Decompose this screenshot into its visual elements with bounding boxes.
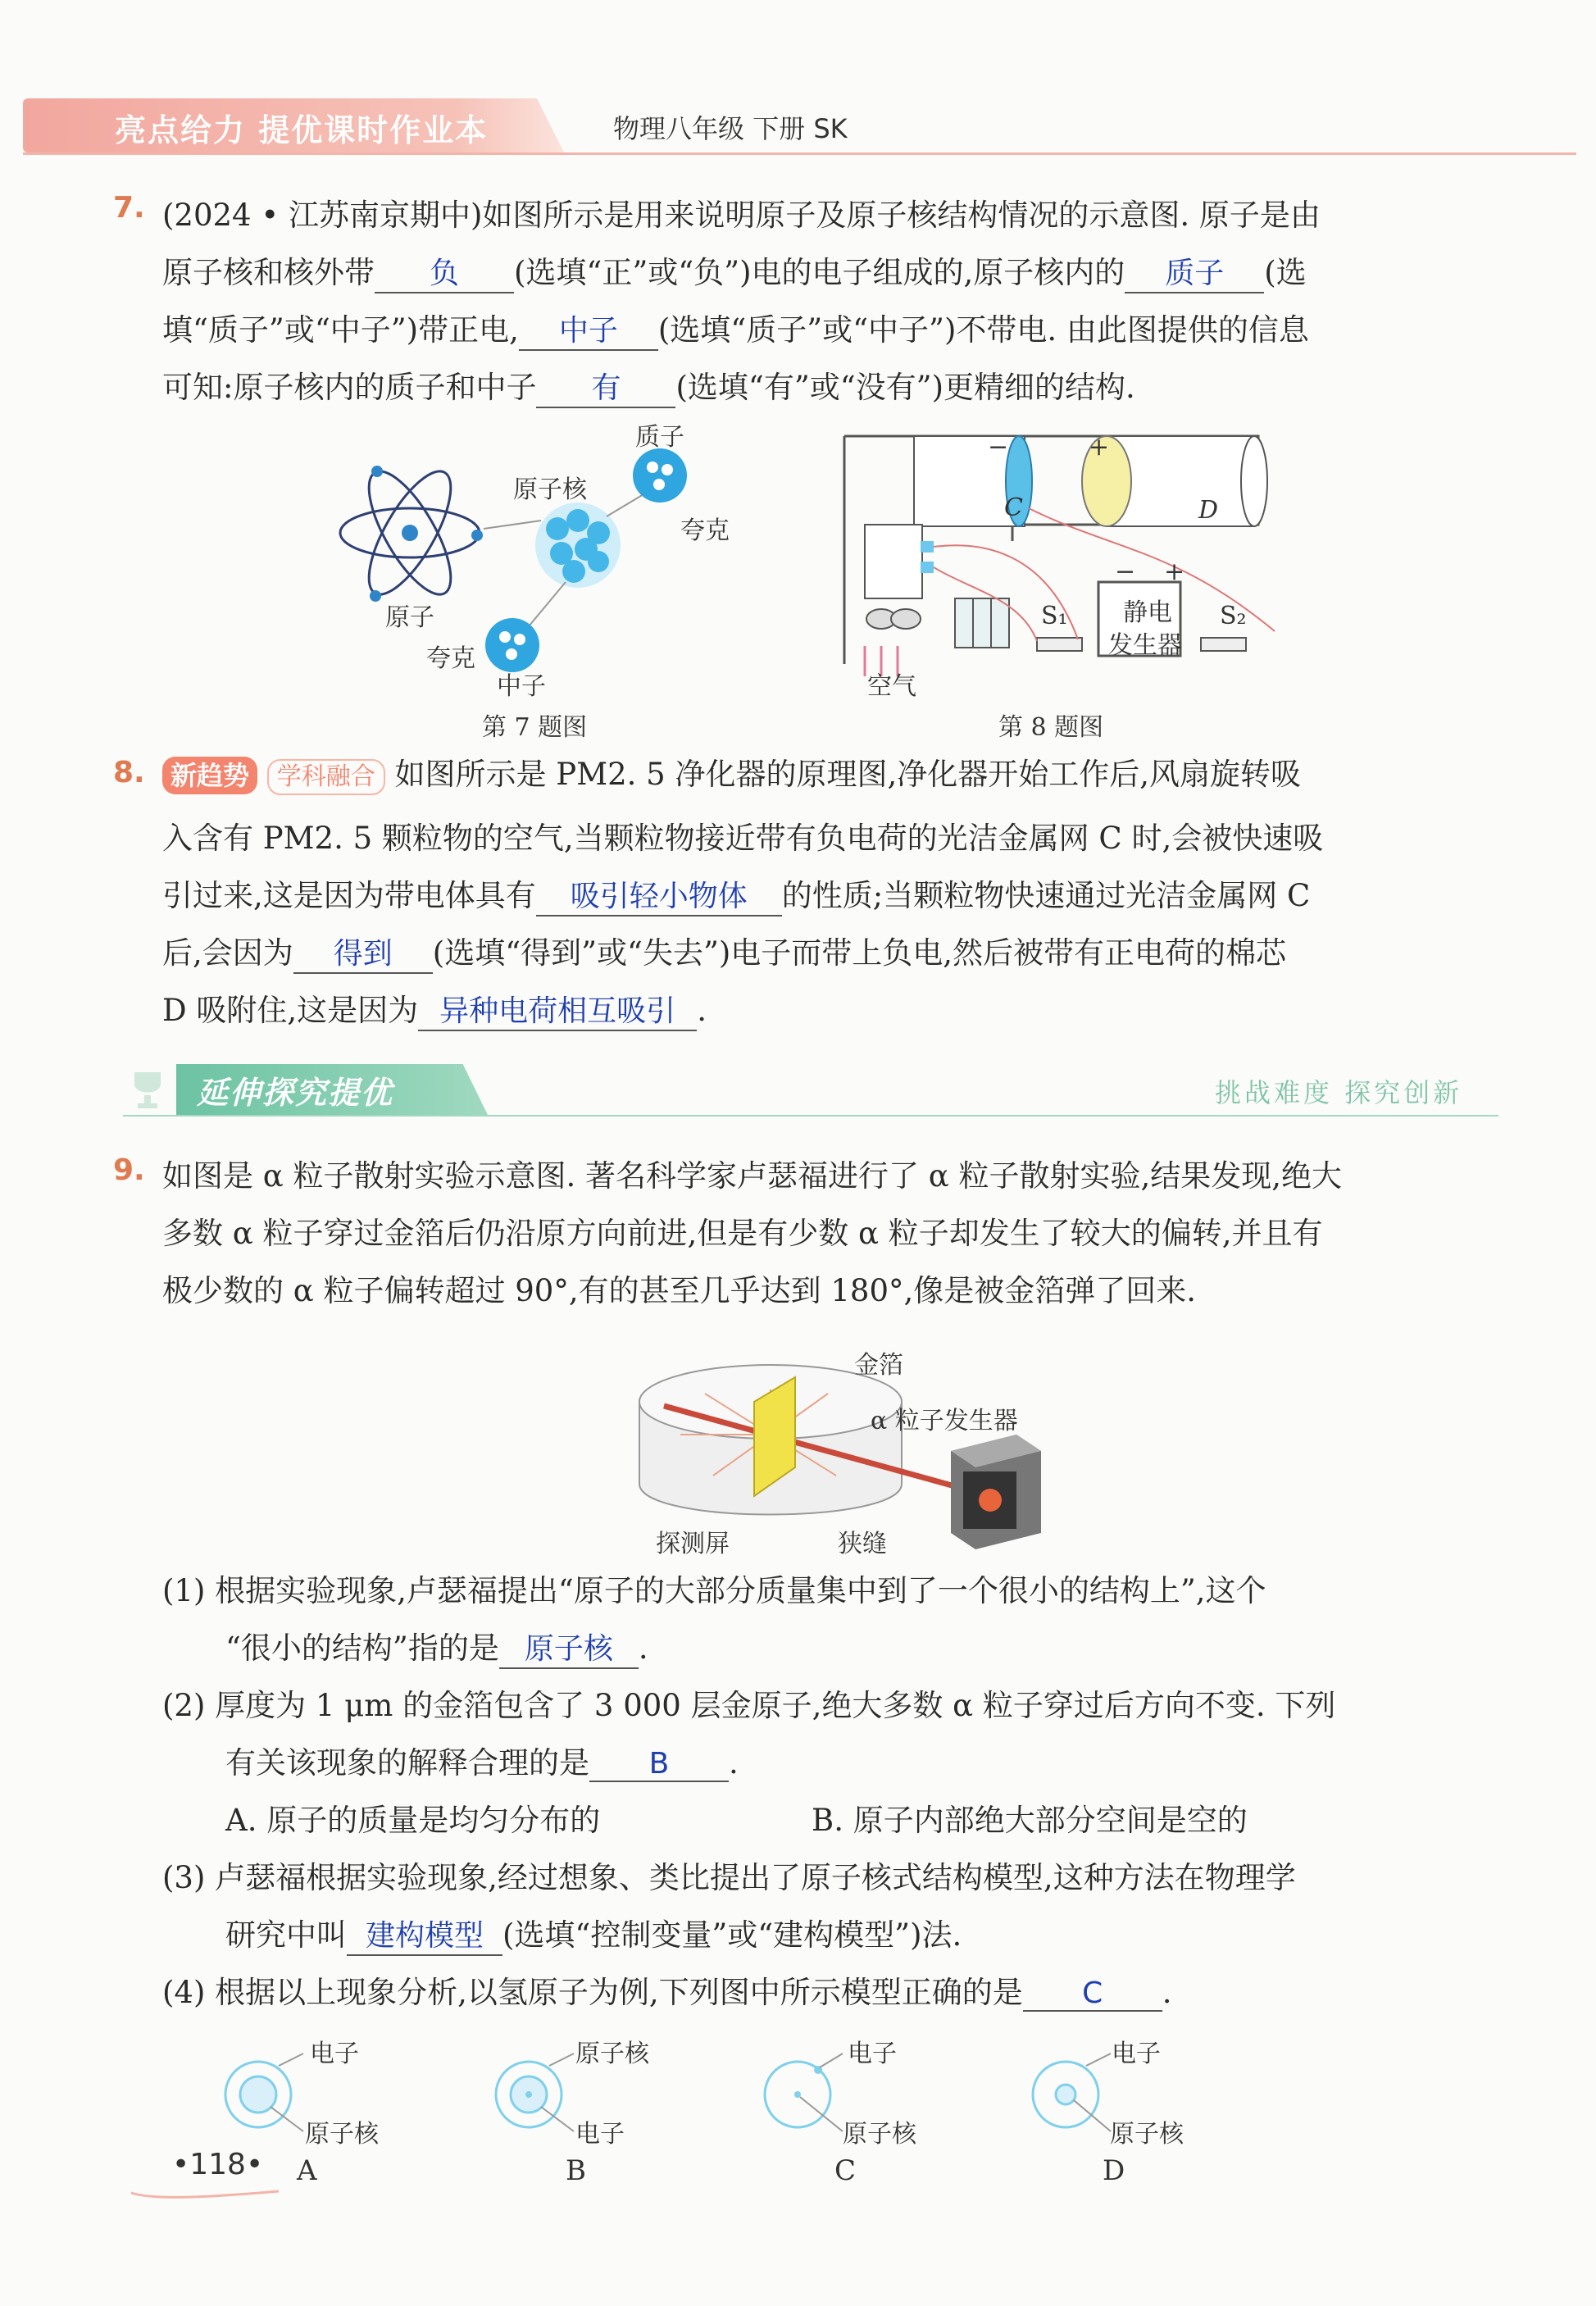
q9-part-2-line-1: (2) 厚度为 1 μm 的金箔包含了 3 000 层金原子,绝大多数 α 粒子穿过后方向不变. 下列	[162, 1688, 1336, 1723]
figure-7-atom-structure	[328, 414, 787, 725]
label-atom: 原子	[385, 603, 434, 632]
page-number: •118•	[172, 2148, 264, 2181]
tag-new-trend: 新趋势	[162, 757, 257, 794]
q9-part-2-line-2: 有关该现象的解释合理的是 B .	[225, 1745, 739, 1781]
question-9-number: 9.	[113, 1153, 145, 1187]
label-gold-foil: 金箔	[854, 1351, 903, 1380]
model-d-top-label: 电子	[1112, 2040, 1161, 2068]
q9-answer-4[interactable]: C	[1023, 1976, 1162, 2012]
q9-line-1: 如图是 α 粒子散射实验示意图. 著名科学家卢瑟福进行了 α 粒子散射实验,结果发现,绝大	[162, 1158, 1343, 1194]
q8-answer-2[interactable]: 得到	[293, 930, 433, 974]
q9-answer-2[interactable]: B	[589, 1747, 729, 1782]
label-generator-1: 静电	[1123, 598, 1172, 627]
header-brand: 亮点给力 提优课时作业本	[115, 112, 489, 148]
label-air: 空气	[867, 672, 916, 701]
model-a-letter: A	[297, 2154, 317, 2187]
model-c-top-label: 电子	[848, 2040, 897, 2068]
section-title: 延伸探究提优	[197, 1075, 394, 1111]
q9-line-3: 极少数的 α 粒子偏转超过 90°,有的甚至几乎达到 180°,像是被金箔弹了回来.	[162, 1273, 1197, 1308]
q7-answer-4[interactable]: 有	[536, 365, 675, 408]
q8-line-3: 引过来,这是因为带电体具有 吸引轻小物体 的性质;当颗粒物快速通过光洁金属网 C	[162, 871, 1310, 916]
model-c-letter: C	[834, 2154, 857, 2187]
label-d: D	[1198, 496, 1219, 525]
question-8-number: 8.	[113, 756, 145, 789]
header-rule	[23, 152, 1576, 155]
q9-answer-1[interactable]: 原子核	[499, 1626, 639, 1669]
q8-line-1: 新趋势 学科融合 如图所示是 PM2. 5 净化器的原理图,净化器开始工作后,风扇旋转吸	[162, 749, 1301, 795]
label-s2: S₂	[1220, 602, 1247, 630]
model-b-diagram	[492, 2049, 582, 2140]
proton-icon	[633, 448, 687, 503]
tag-interdisciplinary: 学科融合	[267, 759, 385, 795]
neutron-icon	[485, 618, 539, 672]
q9-part-3-line-1: (3) 卢瑟福根据实验现象,经过想象、类比提出了原子核式结构模型,这种方法在物理学	[162, 1860, 1296, 1895]
model-a-top-label: 电子	[310, 2040, 359, 2068]
q7-answer-2[interactable]: 质子	[1125, 250, 1264, 293]
figure-9-alpha-scattering	[631, 1344, 1057, 1549]
q7-line-1: (2024 • 江苏南京期中)如图所示是用来说明原子及原子核结构情况的示意图. 原子是由	[162, 198, 1321, 233]
label-generator-2: 发生器	[1108, 631, 1182, 660]
q8-line-4: 后,会因为 得到 (选填“得到”或“失去”)电子而带上负电,然后被带有正电荷的棉芯	[162, 928, 1286, 974]
label-quark-2: 夸克	[426, 644, 475, 673]
label-c: C	[1004, 493, 1023, 522]
label-mesh-minus: −	[988, 433, 1009, 462]
q7-answer-3[interactable]: 中子	[519, 307, 658, 351]
model-a-bottom-label: 原子核	[305, 2120, 379, 2149]
q8-answer-3[interactable]: 异种电荷相互吸引	[418, 988, 697, 1031]
figure-8-pm25-purifier	[832, 426, 1291, 705]
switch-s2	[1201, 638, 1246, 651]
section-tagline: 挑战难度 探究创新	[1215, 1077, 1463, 1108]
q7-line-4: 可知:原子核内的质子和中子 有 (选填“有”或“没有”)更精细的结构.	[162, 362, 1135, 408]
label-quark-1: 夸克	[680, 516, 730, 545]
label-alpha-generator: α 粒子发生器	[871, 1407, 1018, 1435]
q9-part-1-line-1: (1) 根据实验现象,卢瑟福提出“原子的大部分质量集中到了一个很小的结构上”,这个	[162, 1573, 1266, 1608]
q8-line-5: D 吸附住,这是因为 异种电荷相互吸引 .	[162, 985, 707, 1031]
q7-line-2: 原子核和核外带 负 (选填“正”或“负”)电的电子组成的,原子核内的 质子 (选	[162, 248, 1307, 293]
header-subject: 物理八年级 下册 SK	[613, 113, 848, 144]
model-a-diagram	[221, 2049, 311, 2140]
trophy-icon	[123, 1066, 172, 1115]
q9-part-3-line-2: 研究中叫 建构模型 (选填“控制变量”或“建构模型”)法.	[225, 1910, 962, 1956]
q8-answer-1[interactable]: 吸引轻小物体	[536, 873, 782, 916]
model-b-top-label: 原子核	[575, 2040, 649, 2068]
label-nucleus: 原子核	[513, 475, 587, 504]
q7-line-3: 填“质子”或“中子”)带正电, 中子 (选填“质子”或“中子”)不带电. 由此图提供的信息	[162, 305, 1309, 351]
cotton-core-d	[1082, 436, 1267, 526]
q9-option-a: A. 原子的质量是均匀分布的	[225, 1803, 601, 1838]
label-neutron: 中子	[497, 672, 546, 701]
label-s1: S₁	[1041, 602, 1068, 630]
model-c-bottom-label: 原子核	[843, 2120, 916, 2149]
battery-pack	[955, 598, 1009, 648]
alpha-generator	[951, 1435, 1041, 1549]
model-b-letter: B	[566, 2154, 586, 2187]
figure-8-caption: 第 8 题图	[998, 713, 1104, 742]
question-7-number: 7.	[113, 191, 145, 225]
label-slit: 狭缝	[838, 1530, 887, 1558]
q9-option-b: B. 原子内部绝大部分空间是空的	[812, 1803, 1248, 1838]
q9-line-2: 多数 α 粒子穿过金箔后仍沿原方向前进,但是有少数 α 粒子却发生了较大的偏转,并且有	[162, 1216, 1323, 1251]
q8-line-2: 入含有 PM2. 5 颗粒物的空气,当颗粒物接近带有负电荷的光洁金属网 C 时,会被快速吸	[162, 821, 1324, 856]
figure-7-caption: 第 7 题图	[482, 713, 588, 742]
model-c-diagram	[761, 2049, 851, 2140]
model-d-diagram	[1029, 2049, 1119, 2140]
q9-part-4-line-1: (4) 根据以上现象分析,以氢原子为例,下列图中所示模型正确的是 C .	[162, 1975, 1172, 2010]
section-rule	[123, 1115, 1498, 1117]
label-core-plus: +	[1089, 433, 1110, 462]
q9-answer-3[interactable]: 建构模型	[347, 1913, 502, 1956]
model-d-bottom-label: 原子核	[1110, 2120, 1184, 2149]
model-d-letter: D	[1103, 2154, 1125, 2187]
label-gen-minus: −	[1115, 557, 1136, 586]
q7-answer-1[interactable]: 负	[375, 250, 514, 293]
model-b-bottom-label: 电子	[575, 2120, 625, 2149]
page-number-swoosh	[123, 2176, 287, 2201]
label-gen-plus: +	[1164, 557, 1185, 586]
label-proton: 质子	[635, 423, 684, 452]
label-detection-screen: 探测屏	[656, 1530, 730, 1558]
q9-part-1-line-2: “很小的结构”指的是 原子核 .	[225, 1623, 648, 1669]
fan-unit	[865, 525, 934, 629]
switch-s1	[1037, 638, 1082, 651]
